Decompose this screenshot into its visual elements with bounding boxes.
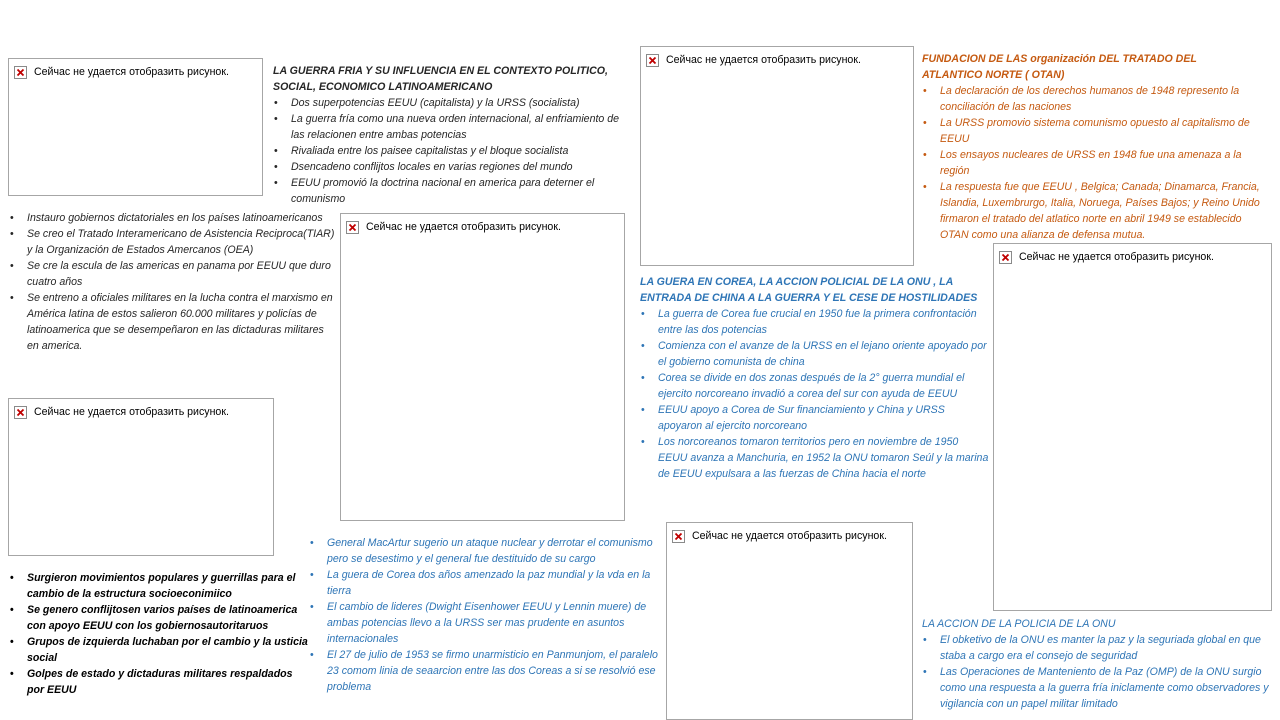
corea-list [640,306,990,482]
list-item: • La guerra fría como una nueva orden internacional, al enfriamiento de las relacionen entre ambas potencias [273,111,623,143]
list-item: • La guerra de Corea fue crucial en 1950 fue la primera confrontación entre las dos potencias [640,306,990,338]
guerra-fria-list [273,95,623,207]
placeholder-text: Сейчас не удается отобразить рисунок. [34,406,229,418]
list-item: • Instauro gobiernos dictatoriales en los países latinoamericanos [9,210,337,226]
list-item: • Los norcoreanos tomaron territorios pero en noviembre de 1950 EEUU avanza a Manchuria, en 1952 la ONU tomaron Seúl y la marina de EEUU expulsara a las fuerzas de China hacia el norte [640,434,990,482]
macartur-list [309,535,659,695]
list-item: • EEUU apoyo a Corea de Sur financiamiento y China y URSS apoyaron al ejercito norcoreano [640,402,990,434]
list-item: • EEUU promovió la doctrina nacional en america para deterner el comunismo [273,175,623,207]
list-item: • Grupos de izquierda luchaban por el cambio y la usticia social [9,634,309,666]
list-item: • Corea se divide en dos zonas después de la 2° guerra mundial el ejercito norcoreano invadió a corea del sur con ayuda de EEUU [640,370,990,402]
red-x-icon [14,66,27,79]
image-placeholder-5 [993,243,1272,611]
red-x-icon [14,406,27,419]
otan-section [922,51,1272,243]
list-item: • Se cre la escula de las americas en panama por EEUU que duro cuatro años [9,258,337,290]
onu-title: LA ACCION DE LA POLICIA DE LA ONU [922,618,1116,630]
onu-section [922,616,1272,712]
list-item: • La declaración de los derechos humanos de 1948 represento la conciliación de las naciones [922,83,1272,115]
list-item: • El cambio de lideres (Dwight Eisenhower EEUU y Lennin muere) de ambas potencias llevo a la URSS ser mas prudente en asuntos internacionales [309,599,659,647]
list-item: • Los ensayos nucleares de URSS en 1948 fue una amenaza a la región [922,147,1272,179]
corea-title: LA GUERA EN COREA, LA ACCION POLICIAL DE LA ONU , LA ENTRADA DE CHINA A LA GUERRA Y EL CESE DE HOSTILIDADES [640,276,978,304]
list-item: • El 27 de julio de 1953 se firmo unarmisticio en Panmunjom, el paralelo 23 comom linia de seaarcion entre las dos Coreas a si se resolvió ese problema [309,647,659,695]
otan-title: FUNDACION DE LAS organización DEL TRATADO DEL ATLANTICO NORTE ( OTAN) [922,53,1197,81]
dictaduras-section [9,210,337,354]
movimientos-section [9,570,309,698]
list-item: • Las Operaciones de Manteniento de la Paz (OMP) de la ONU surgio como una respuesta a la guerra fría iniclamente como observadores y vigilancia con un papel militar limitado [922,664,1272,712]
guerra-fria-section [273,63,623,207]
list-item: • La URSS promovio sistema comunismo opuesto al capitalismo de EEUU [922,115,1272,147]
image-placeholder-2 [340,213,625,521]
list-item: • Se creo el Tratado Interamericano de Asistencia Reciproca(TIAR) y la Organización de Estados Amercanos (OEA) [9,226,337,258]
list-item: • Rivaliada entre los paisee capitalistas y el bloque socialista [273,143,623,159]
list-item: • Golpes de estado y dictaduras militares respaldados por EEUU [9,666,309,698]
list-item: • Surgieron movimientos populares y guerrillas para el cambio de la estructura socioeconimiico [9,570,309,602]
placeholder-text: Сейчас не удается отобразить рисунок. [1019,251,1214,263]
placeholder-text: Сейчас не удается отобразить рисунок. [666,54,861,66]
onu-list [922,632,1272,712]
dictaduras-list [9,210,337,354]
image-placeholder-4 [640,46,914,266]
list-item: • El obketivo de la ONU es manter la paz y la seguriada global en que staba a cargo era el consejo de seguridad [922,632,1272,664]
otan-list [922,83,1272,243]
red-x-icon [346,221,359,234]
macartur-section [309,535,659,695]
list-item: • Dsencadeno conflijtos locales en varias regiones del mundo [273,159,623,175]
list-item: • Dos superpotencias EEUU (capitalista) y la URSS (socialista) [273,95,623,111]
corea-section [640,274,990,482]
red-x-icon [672,530,685,543]
image-placeholder-1 [8,58,263,196]
list-item: • Se genero conflijtosen varios países de latinoamerica con apoyo EEUU con los gobiernosautoritaruos [9,602,309,634]
list-item: • La guera de Corea dos años amenzado la paz mundial y la vda en la tierra [309,567,659,599]
guerra-fria-title: LA GUERRA FRIA Y SU INFLUENCIA EN EL CONTEXTO POLITICO, SOCIAL, ECONOMICO LATINOAMERICANO [273,65,608,93]
red-x-icon [646,54,659,67]
list-item: • Se entreno a oficiales militares en la lucha contra el marxismo en América latina de estos salieron 60.000 militares y policías de latinoamerica que se desempeñaron en las dictaduras militares en america. [9,290,337,354]
image-placeholder-3 [8,398,274,556]
list-item: • General MacArtur sugerio un ataque nuclear y derrotar el comunismo pero se desestimo y el general fue destituido de su cargo [309,535,659,567]
placeholder-text: Сейчас не удается отобразить рисунок. [692,530,887,542]
list-item: • La respuesta fue que EEUU , Belgica; Canada; Dinamarca, Francia, Islandia, Luxembrurgo, Italia, Noruega, Países Bajos; y Reino Unido firmaron el tratado del atlatico norte en abril 1949 se establecido OTAN como una alianza de defensa mutua. [922,179,1272,243]
placeholder-text: Сейчас не удается отобразить рисунок. [34,66,229,78]
red-x-icon [999,251,1012,264]
placeholder-text: Сейчас не удается отобразить рисунок. [366,221,561,233]
image-placeholder-6 [666,522,913,720]
movimientos-list [9,570,309,698]
list-item: • Comienza con el avanze de la URSS en el lejano oriente apoyado por el gobierno comunista de china [640,338,990,370]
